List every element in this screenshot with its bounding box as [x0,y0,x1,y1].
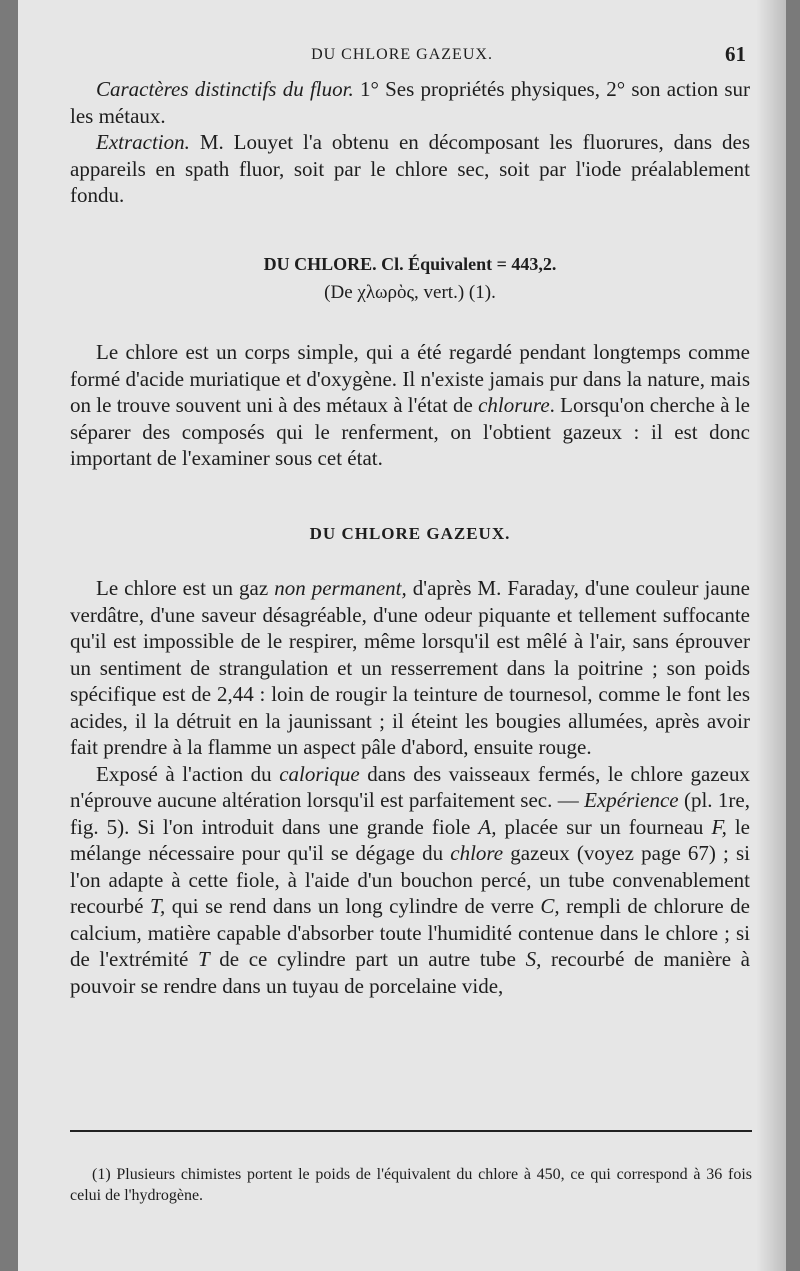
chlorure-term: chlorure [478,393,550,417]
fluor-characteristics-paragraph [70,76,750,129]
label-t: T, [149,894,166,918]
chlore-etymology: (De χλωρὸς, vert.) (1). [324,282,496,303]
properties-text-1: Le chlore est un gaz [96,576,275,600]
running-head: DU CHLORE GAZEUX. [311,46,493,63]
experiment-text-i: de ce cylindre part un autre tube [209,947,526,971]
footnote [70,1164,752,1206]
footnote-divider [70,1130,752,1132]
experiment-text-b: dans des vaisseaux fermés, le chlore gazeux n'éprouve aucune altération lorsqu'il est parfaitement sec. — [70,761,750,812]
book-page [18,0,786,1271]
footnote-text: (1) Plusieurs chimistes portent le poids de l'équivalent du chlore à 450, ce qui correspond à 36 fois celui de l'hydrogène. [70,1166,752,1204]
label-s: S, [525,947,542,971]
experiment-text-d: placée sur un fourneau [496,814,712,839]
experiment-text-g: qui se rend dans un long cylindre de verre [165,894,541,918]
chlore-heading: DU CHLORE. Cl. Équivalent = 443,2. [263,254,557,274]
extraction-text: M. Louyet l'a obtenu en décomposant les fluorures, dans des appareils en spath fluor, soit par le chlore sec, soit par l'iode préalablement fondu. [70,130,750,207]
experiment-text-a: Exposé à l'action du [96,761,280,786]
experiment-text-j: recourbé de manière à pouvoir se rendre dans un tuyau de porcelaine vide, [70,947,751,998]
experiment-text-f: gazeux (voyez page 67) ; si l'on adapte à cette fiole, à l'aide d'un bouchon percé, un tube convenablement recourbé [70,841,750,918]
experiment-text-c: (pl. 1re, fig. 5). Si l'on introduit dans une grande fiole [70,788,750,839]
experiment-text-h: rempli de chlorure de calcium, matière capable d'absorber toute l'humidité contenue dans le chlore ; si de l'extrémité [70,894,750,971]
fluor-paragraphs [70,76,750,209]
fluor-characteristics-text: 1° Ses propriétés physiques, 2° son action sur les métaux. [70,77,750,128]
calorique-term: calorique [279,761,360,786]
extraction-paragraph [70,129,750,209]
extraction-label: Extraction. [96,130,190,154]
experiment-text-e: le mélange nécessaire pour qu'il se dégage du [70,814,751,865]
non-permanent-term: non permanent, [274,576,407,600]
label-a: A, [478,814,497,839]
chlore-intro-text-2: . Lorsqu'on cherche à le séparer des composés qui le renferment, on l'obtient gazeux : il est donc important de l'examiner sous cet état. [70,393,751,470]
chlore-term: chlore [450,841,504,865]
page-header [18,42,786,68]
label-t-end: T [197,947,210,971]
section-title: DU CHLORE GAZEUX. [309,524,511,543]
chlore-gazeux-body [70,575,750,999]
properties-paragraph [70,575,750,761]
properties-text-2: d'après M. Faraday, d'une couleur jaune verdâtre, d'une saveur désagréable, d'une odeur piquante et tellement suffocante qu'il est impossible de le respirer, même lorsqu'il est mêlé à l'air, sans éprouver un sentiment de strangulation et un resserrement dans la poitrine ; son poids spécifique est de 2,44 : loin de rougir la teinture de tournesol, comme le font les acides, il la détruit en la jaunissant ; il éteint les bougies allumées, après avoir fait prendre à la flamme un aspect pâle d'abord, ensuite rouge. [70,576,750,759]
experiment-paragraph [70,761,750,1000]
page-number: 61 [725,42,746,66]
label-f: F, [711,814,727,839]
chlore-intro-text-1: Le chlore est un corps simple, qui a été regardé pendant longtemps comme formé d'acide muriatique et d'oxygène. Il n'existe jamais pur dans la nature, mais on le trouve souvent uni à des métaux à l'état de [70,340,750,417]
label-c: C, [540,894,560,918]
chlore-intro [70,339,750,472]
experience-term: Expérience [584,788,679,812]
chlore-intro-paragraph [70,339,750,472]
fluor-characteristics-label: Caractères distinctifs du fluor. [96,77,354,101]
